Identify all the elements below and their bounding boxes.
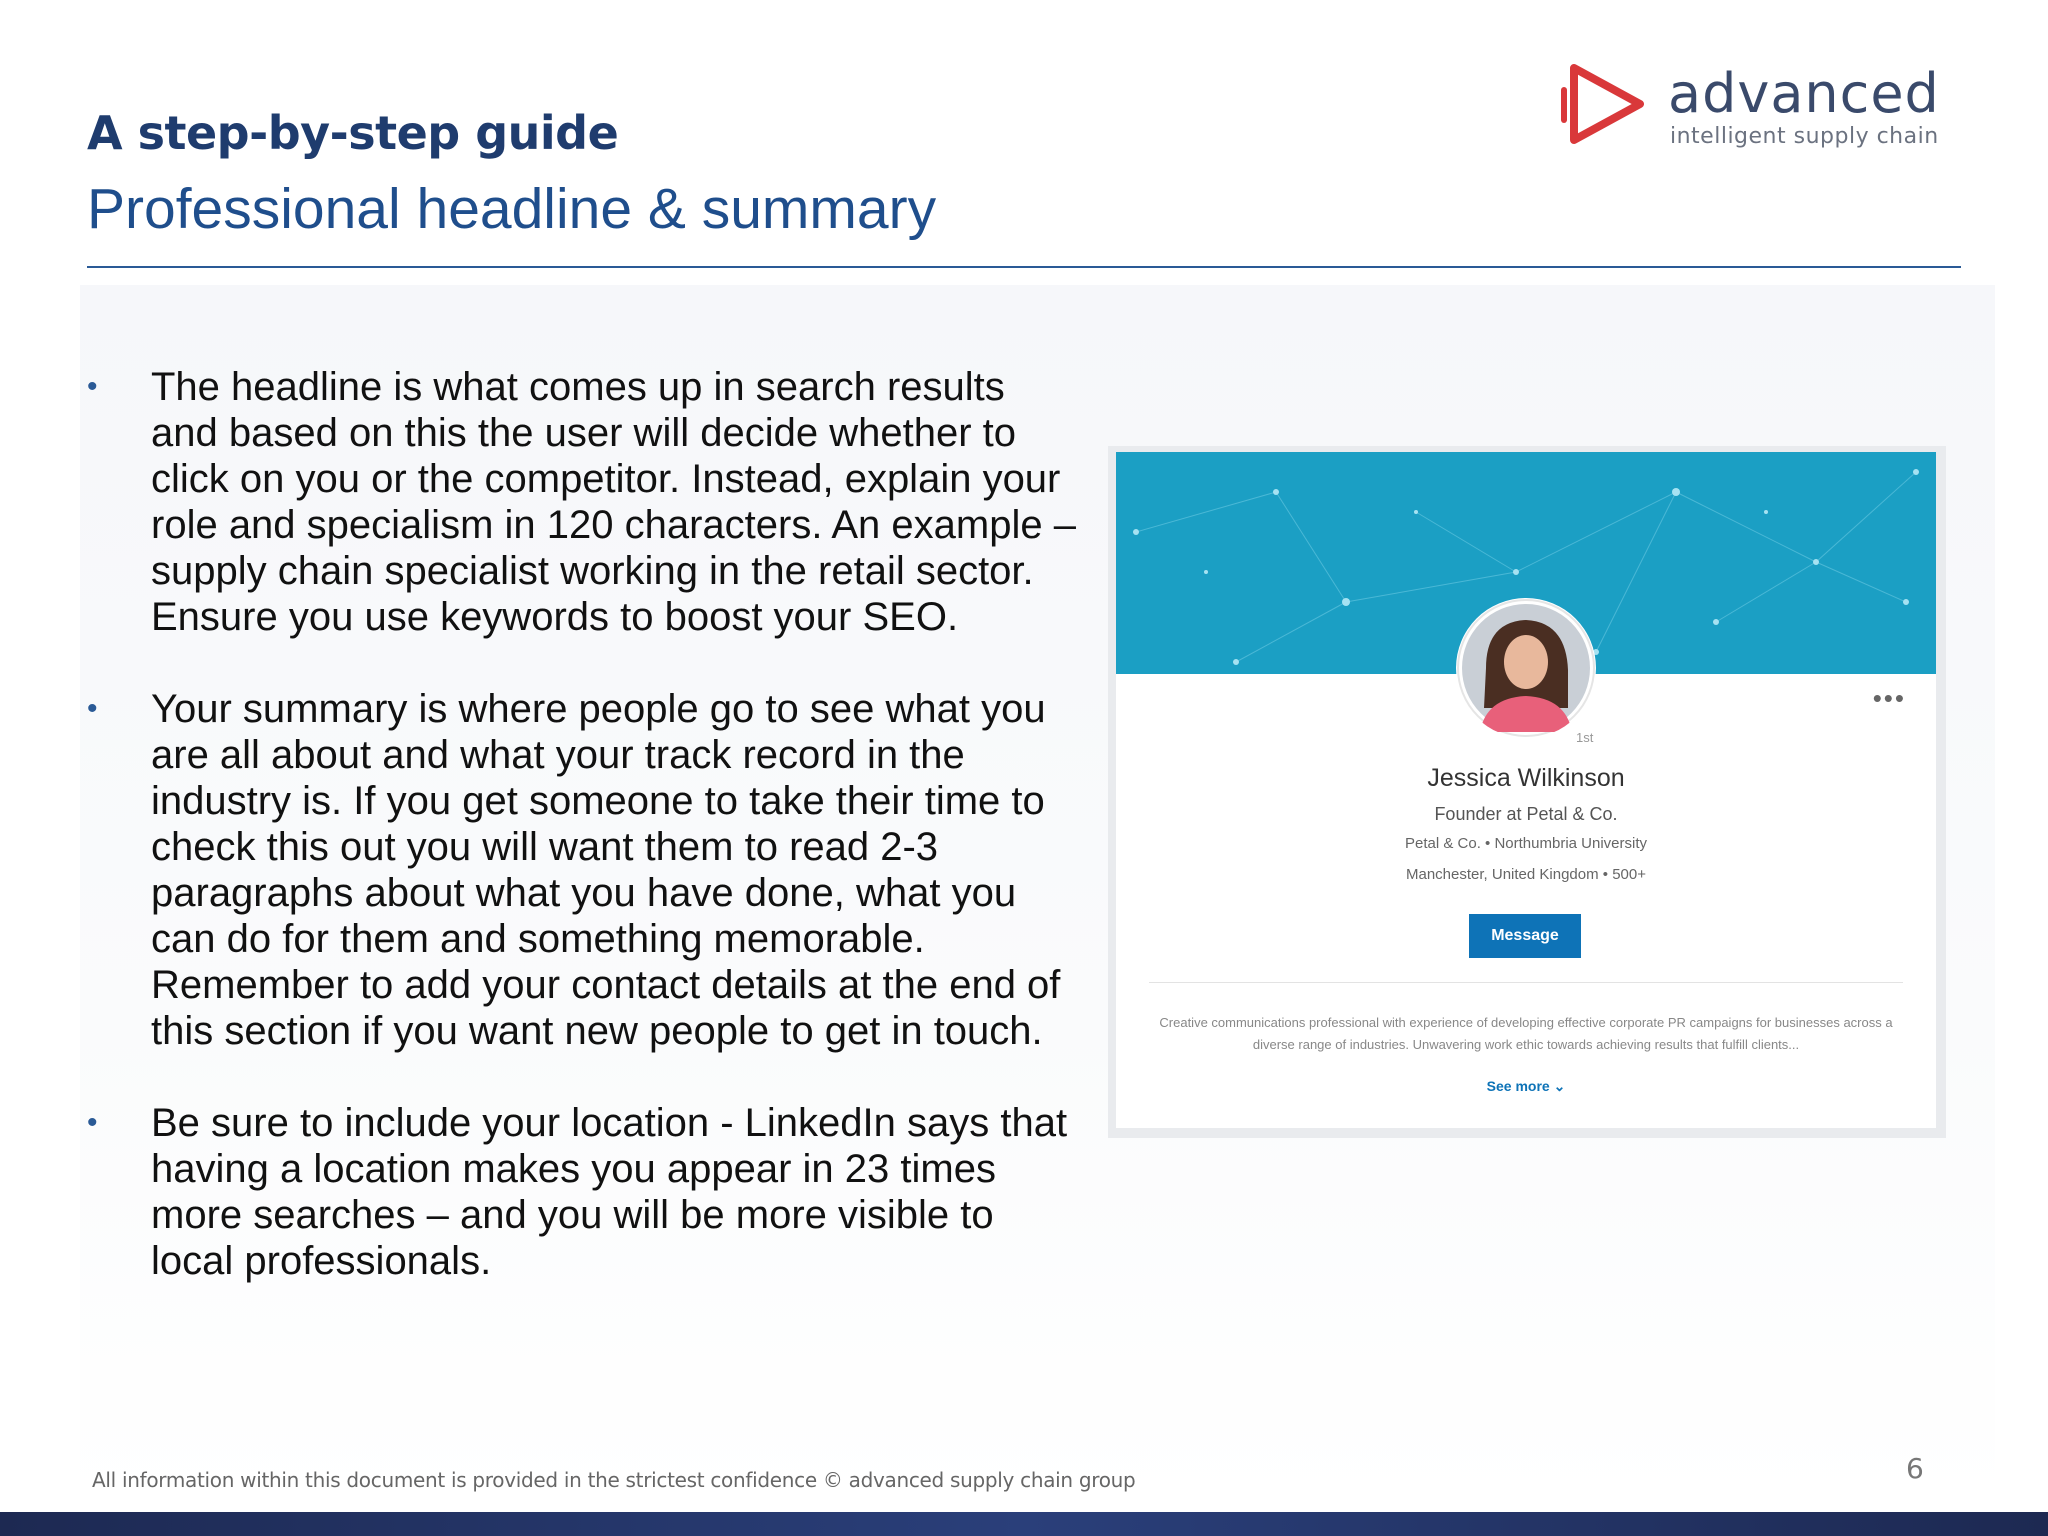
bullet-marker: • <box>87 1106 98 1139</box>
bullet-text: The headline is what comes up in search results and based on this the user will decide whether to click on you or the competitor. Instead, explain your role and specialism in 120 characters. An example –supply chain specialist working in the retail sector. Ensure you use keywords to boost your SEO. <box>151 365 1076 639</box>
linkedin-profile-card <box>1116 452 1936 1128</box>
connection-degree: 1st <box>1576 730 1594 745</box>
bullet-item-location <box>87 1100 1077 1284</box>
more-options-icon[interactable]: ••• <box>1872 683 1906 713</box>
confidentiality-footer: All information within this document is provided in the strictest confidence © advanced supply chain group <box>92 1468 1136 1492</box>
profile-summary: Creative communications professional with experience of developing effective corporate PR campaigns for businesses across a diverse range of industries. Unwavering work ethic towards achieving results that fulfill clients... <box>1159 1015 1893 1052</box>
company-logo <box>1560 60 1940 160</box>
profile-headline: Founder at Petal & Co. <box>1434 804 1618 824</box>
profile-education: Petal & Co. • Northumbria University <box>1405 835 1647 852</box>
section-kicker: A step-by-step guide <box>87 106 619 160</box>
logo-tagline: intelligent supply chain <box>1670 124 1939 149</box>
bullet-text: Be sure to include your location - LinkedIn says that having a location makes you appear in 23 times more searches – and you will be more visible to local professionals. <box>151 1101 1068 1283</box>
profile-avatar <box>1456 598 1596 738</box>
bullet-item-summary <box>87 686 1077 1054</box>
bullet-marker: • <box>87 692 98 725</box>
page-title: Professional headline & summary <box>87 177 937 241</box>
message-button[interactable]: Message <box>1469 914 1581 958</box>
bullet-item-headline <box>87 364 1077 640</box>
bottom-accent-bar <box>0 1512 2048 1536</box>
profile-name: Jessica Wilkinson <box>1427 764 1625 792</box>
card-divider <box>1149 982 1903 983</box>
logo-wordmark: advanced <box>1668 62 1940 125</box>
profile-location: Manchester, United Kingdom • 500+ <box>1406 866 1646 883</box>
see-more-link[interactable]: See more ⌄ <box>1486 1078 1566 1094</box>
bullet-text: Your summary is where people go to see what you are all about and what your track record in the industry is. If you get someone to take their time to check this out you will want them to read 2-3 paragraphs about what you have done, what you can do for them and something memorable. Remember to add your contact details at the end of this section if you want new people to get in touch. <box>151 687 1061 1053</box>
title-divider <box>87 266 1961 268</box>
play-arrow-logo-icon <box>1560 60 1660 150</box>
page-number: 6 <box>1906 1452 1924 1485</box>
bullet-marker: • <box>87 370 98 403</box>
bullet-list <box>87 364 1077 1330</box>
